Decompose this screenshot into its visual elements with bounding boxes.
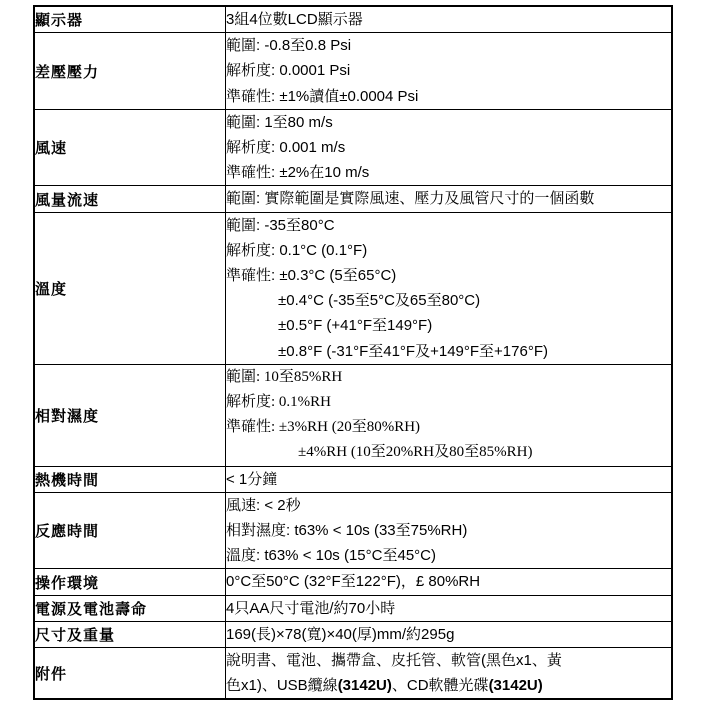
table-row: [34, 33, 672, 110]
spec-value-line: [226, 673, 671, 698]
spec-label: 操作環境: [34, 569, 226, 595]
spec-value-segment: ±0.4°C (-35至5°C及65至80°C): [278, 292, 481, 310]
spec-value-cell: [226, 6, 673, 33]
spec-value-line: [226, 596, 671, 621]
spec-label: 尺寸及重量: [34, 621, 226, 647]
spec-value-segment: 準確性: ±1%讀值±0.0004 Psi: [226, 87, 419, 105]
spec-value-segment: 範圍: 10至85%RH: [226, 368, 343, 385]
spec-label: 電源及電池壽命: [34, 595, 226, 621]
spec-value-segment: 3組4位數LCD顯示器: [226, 11, 363, 28]
table-row: [34, 648, 672, 700]
spec-value-line: [226, 135, 671, 160]
spec-value-line: [226, 467, 671, 492]
spec-value-cell: [226, 364, 673, 466]
spec-value-line: [226, 313, 671, 338]
table-row: [34, 109, 672, 186]
spec-value-segment: 溫度: t63% < 10s (15°C至45°C): [226, 547, 436, 565]
spec-value-line: [226, 365, 671, 390]
spec-label: 風量流速: [34, 186, 226, 212]
spec-value-line: [226, 58, 671, 83]
spec-value-segment: 、CD軟體光碟: [391, 677, 489, 695]
spec-value-line: [226, 288, 671, 313]
table-row: [34, 466, 672, 492]
spec-value-bold-segment: (3142U): [337, 677, 392, 695]
spec-value-cell: [226, 595, 673, 621]
table-row: [34, 186, 672, 212]
spec-label: 差壓壓力: [34, 33, 226, 110]
spec-value-cell: [226, 569, 673, 595]
spec-value-segment: ±0.5°F (+41°F至149°F): [278, 317, 433, 335]
specifications-table: [33, 5, 673, 700]
spec-label: 反應時間: [34, 492, 226, 569]
spec-value-segment: 解析度: 0.0001 Psi: [226, 62, 351, 80]
spec-value-segment: 169(長)×78(寬)×40(厚)mm/約295g: [226, 625, 455, 643]
spec-value-segment: 準確性: ±0.3°C (5至65°C): [226, 267, 397, 285]
spec-value-segment: 相對濕度: t63% < 10s (33至75%RH): [226, 522, 468, 540]
spec-value-segment: 色x1)、USB纜線: [226, 677, 338, 695]
spec-value-line: [226, 160, 671, 185]
spec-label: 附件: [34, 648, 226, 700]
spec-value-cell: [226, 186, 673, 212]
spec-label: 相對濕度: [34, 364, 226, 466]
spec-value-line: [226, 390, 671, 415]
spec-value-segment: 解析度: 0.001 m/s: [226, 139, 346, 157]
spec-value-line: [226, 84, 671, 109]
table-row: [34, 595, 672, 621]
spec-value-line: [226, 339, 671, 364]
spec-value-cell: [226, 648, 673, 700]
spec-value-segment: 解析度: 0.1%RH: [226, 394, 332, 411]
spec-value-bold-segment: (3142U): [488, 677, 543, 695]
spec-value-line: [226, 518, 671, 543]
table-row: [34, 6, 672, 33]
spec-value-line: [226, 622, 671, 647]
table-row: [34, 569, 672, 595]
spec-value-segment: 解析度: 0.1°C (0.1°F): [226, 241, 368, 259]
spec-value-line: [226, 213, 671, 238]
spec-value-segment: ±4%RH (10至20%RH及80至85%RH): [298, 444, 533, 461]
spec-value-cell: [226, 109, 673, 186]
table-row: [34, 621, 672, 647]
spec-value-line: [226, 186, 671, 211]
spec-value-line: [226, 493, 671, 518]
spec-value-line: [226, 648, 671, 673]
spec-value-segment: 範圍: -35至80°C: [226, 216, 335, 234]
spec-value-line: [226, 33, 671, 58]
table-row: [34, 364, 672, 466]
spec-value-cell: [226, 33, 673, 110]
spec-table-body: [34, 6, 672, 699]
spec-value-segment: 範圍: 實際範圍是實際風速、壓力及風管尺寸的一個函數: [226, 190, 595, 208]
spec-value-segment: ±0.8°F (-31°F至41°F及+149°F至+176°F): [278, 342, 548, 360]
spec-value-segment: 風速: < 2秒: [226, 496, 301, 514]
table-row: [34, 492, 672, 569]
spec-value-cell: [226, 212, 673, 364]
spec-value-segment: 準確性: ±3%RH (20至80%RH): [226, 419, 421, 436]
spec-value-line: [226, 7, 671, 32]
spec-value-line: [226, 543, 671, 568]
spec-value-cell: [226, 466, 673, 492]
spec-label: 熱機時間: [34, 466, 226, 492]
spec-value-line: [226, 238, 671, 263]
spec-value-segment: 4只AA尺寸電池/約70小時: [226, 599, 396, 617]
spec-value-line: [226, 569, 671, 594]
spec-value-line: [226, 263, 671, 288]
spec-label: 顯示器: [34, 6, 226, 33]
table-row: [34, 212, 672, 364]
spec-value-segment: 範圍: -0.8至0.8 Psi: [226, 37, 352, 55]
spec-value-line: [226, 415, 671, 440]
spec-value-line: [226, 110, 671, 135]
spec-label: 風速: [34, 109, 226, 186]
spec-value-segment: 說明書、電池、攜帶盒、皮托管、軟管(黑色x1、黃: [226, 652, 562, 670]
spec-value-cell: [226, 492, 673, 569]
spec-value-segment: 0°C至50°C (32°F至122°F)，£ 80%RH: [226, 573, 481, 591]
spec-value-segment: < 1分鐘: [226, 470, 278, 488]
spec-label: 溫度: [34, 212, 226, 364]
spec-value-cell: [226, 621, 673, 647]
spec-value-segment: 範圍: 1至80 m/s: [226, 113, 333, 131]
spec-value-line: [226, 440, 671, 465]
spec-value-segment: 準確性: ±2%在10 m/s: [226, 164, 370, 182]
